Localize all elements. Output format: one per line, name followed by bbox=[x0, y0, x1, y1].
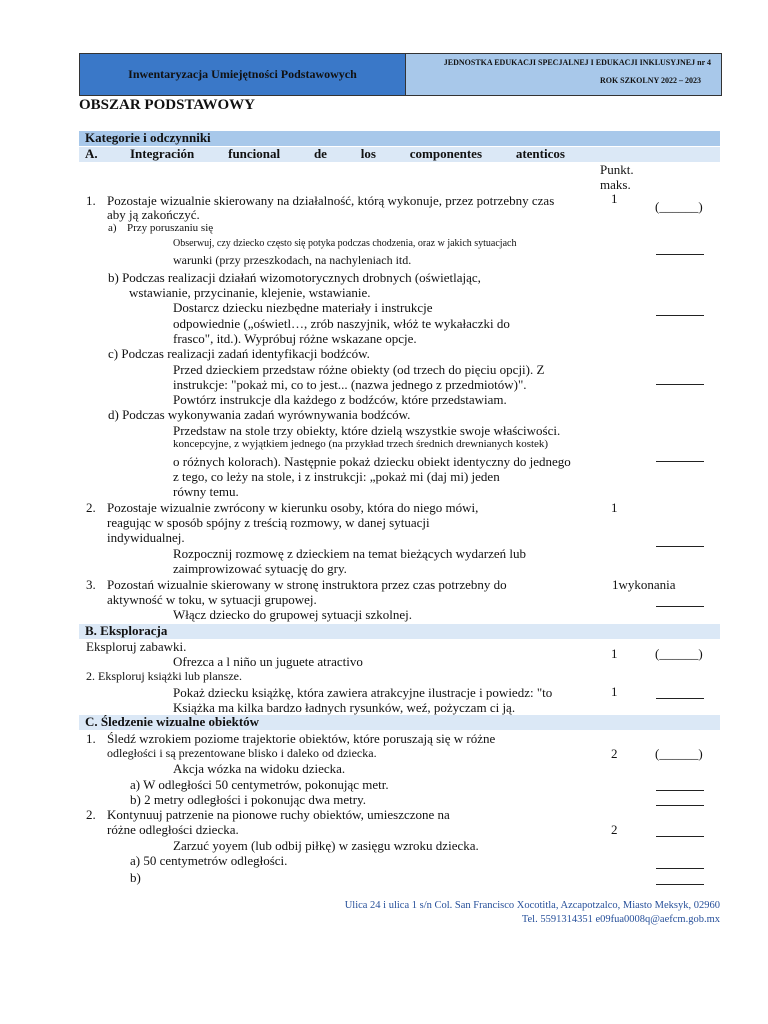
item-number: 2. bbox=[86, 500, 96, 515]
instruction-text: instrukcje: "pokaż mi, co to jest... (nazwa jednego z przedmiotów)". bbox=[173, 377, 527, 392]
item-number: 1. bbox=[86, 731, 96, 746]
item-text: indywidualnej. bbox=[107, 530, 185, 545]
instruction-text: Pokaż dziecku książkę, która zawiera atrakcyjne ilustracje i powiedz: "to bbox=[173, 685, 553, 700]
score-line[interactable] bbox=[656, 868, 704, 869]
item-text: Pozostaje wizualnie skierowany na działalność, którą wykonuje, przez potrzebny czas bbox=[107, 193, 555, 208]
instruction-text: Powtórz instrukcje dla każdego z bodźców, które przedstawiam. bbox=[173, 392, 507, 407]
instruction-text: z tego, co leży na stole, i z instrukcji: „pokaż mi (daj mi) jeden bbox=[173, 469, 500, 484]
instruction-text: Ofrezca a l niño un juguete atractivo bbox=[173, 654, 363, 669]
footer-address: Ulica 24 i ulica 1 s/n Col. San Francisco Xocotitla, Azcapotzalco, Miasto Meksyk, 02960 bbox=[344, 900, 720, 911]
instruction-text: Rozpocznij rozmowę z dzieckiem na temat bieżących wydarzeń lub bbox=[173, 546, 527, 561]
score-field[interactable]: (______) bbox=[655, 199, 703, 214]
instruction-text: koncepcyjne, z wyjątkiem jednego (na przykład trzech średnich drewnianych kostek) bbox=[173, 438, 549, 450]
document-title: Inwentaryzacja Umiejętności Podstawowych bbox=[80, 54, 406, 95]
categories-label: Kategorie i odczynniki bbox=[85, 130, 211, 145]
sub-item-text: a) W odległości 50 centymetrów, pokonując metr. bbox=[130, 777, 389, 792]
item-number: 1. bbox=[86, 193, 96, 208]
score-line[interactable] bbox=[656, 606, 704, 607]
max-points-value: 1 bbox=[611, 646, 618, 661]
instruction-text: równy temu. bbox=[173, 484, 239, 499]
item-text: reagując w sposób spójny z treścią rozmowy, w danej sytuacji bbox=[107, 515, 430, 530]
section-a-title: Integración funcional de los componentes atenticos bbox=[130, 146, 565, 161]
instruction-text: Przed dzieckiem przedstaw różne obiekty (od trzech do pięciu opcji). Z bbox=[173, 362, 545, 377]
score-line[interactable] bbox=[656, 790, 704, 791]
item-text: różne odległości dziecka. bbox=[107, 822, 239, 837]
sub-item-text: wstawianie, przycinanie, klejenie, wstawianie. bbox=[129, 285, 371, 300]
score-field[interactable]: (______) bbox=[655, 746, 703, 761]
instruction-text: warunki (przy przeszkodach, na nachyleniach itd. bbox=[173, 253, 412, 267]
instruction-text: Książka ma kilka bardzo ładnych rysunków, weź, pożyczam ci ją. bbox=[173, 700, 516, 715]
max-points-label-2: maks. bbox=[600, 177, 631, 192]
item-number: 2. bbox=[86, 807, 96, 822]
instruction-text: Dostarcz dziecku niezbędne materiały i instrukcje bbox=[173, 300, 433, 315]
instruction-text: zaimprowizować sytuację do gry. bbox=[173, 561, 347, 576]
institution-name: JEDNOSTKA EDUKACJI SPECJALNEJ I EDUKACJI INKLUSYJNEJ nr 4 bbox=[443, 58, 711, 67]
instruction-text: Akcja wózka na widoku dziecka. bbox=[173, 761, 346, 776]
section-b-band bbox=[79, 624, 720, 639]
institution-box bbox=[406, 54, 721, 95]
instruction-text: frasco", itd.). Wypróbuj różne wskazane opcje. bbox=[173, 331, 417, 346]
sub-item-text: b) 2 metry odległości i pokonując dwa metry. bbox=[130, 792, 366, 807]
footer-contact: Tel. 5591314351 e09fua0008q@aefcm.gob.mx bbox=[521, 914, 720, 925]
document-header bbox=[79, 53, 722, 96]
sub-item-label: a) bbox=[108, 222, 117, 234]
instruction-text: Przedstaw na stole trzy obiekty, które dzielą wszystkie swoje właściwości. bbox=[173, 423, 561, 438]
score-line[interactable] bbox=[656, 315, 704, 316]
area-title: OBSZAR PODSTAWOWY bbox=[79, 97, 256, 113]
item-text: Eksploruj zabawki. bbox=[86, 639, 187, 654]
item-text: Pozostań wizualnie skierowany w stronę instruktora przez czas potrzebny do bbox=[107, 577, 507, 592]
score-line[interactable] bbox=[656, 384, 704, 385]
score-line[interactable] bbox=[656, 254, 704, 255]
score-line[interactable] bbox=[656, 884, 704, 885]
score-line[interactable] bbox=[656, 461, 704, 462]
item-text: Śledź wzrokiem poziome trajektorie obiektów, które poruszają się w różne bbox=[107, 731, 496, 746]
item-text: 2. Eksploruj książki lub plansze. bbox=[86, 669, 242, 683]
max-points-value: 2 bbox=[611, 822, 618, 837]
max-points-value: 1 bbox=[611, 500, 618, 515]
instruction-text: o różnych kolorach). Następnie pokaż dziecku obiekt identyczny do jednego bbox=[173, 454, 571, 469]
item-text: Kontynuuj patrzenie na pionowe ruchy obiektów, umieszczone na bbox=[107, 807, 450, 822]
instruction-text: Obserwuj, czy dziecko często się potyka podczas chodzenia, oraz w jakich sytuacjach bbox=[173, 238, 517, 249]
sub-item-text: b) bbox=[130, 870, 141, 885]
score-field[interactable]: (______) bbox=[655, 646, 703, 661]
sub-item-text: c) Podczas realizacji zadań identyfikacji bodźców. bbox=[108, 346, 370, 361]
section-c-title: C. Śledzenie wizualne obiektów bbox=[85, 714, 260, 729]
score-line[interactable] bbox=[656, 546, 704, 547]
instruction-text: Zarzuć yoyem (lub odbij piłkę) w zasięgu wzroku dziecka. bbox=[173, 838, 479, 853]
item-text: odległości i są prezentowane blisko i daleko od dziecka. bbox=[107, 746, 377, 760]
max-points-value: 1 bbox=[611, 191, 618, 206]
item-text-tail: 1wykonania bbox=[612, 577, 676, 592]
score-line[interactable] bbox=[656, 805, 704, 806]
score-line[interactable] bbox=[656, 698, 704, 699]
section-b-title: B. Eksploracja bbox=[85, 623, 168, 638]
sub-item-text: a) 50 centymetrów odległości. bbox=[130, 853, 288, 868]
sub-item-text: Przy poruszaniu się bbox=[127, 222, 214, 234]
school-year: ROK SZKOLNY 2022 – 2023 bbox=[599, 76, 701, 85]
item-text: aby ją zakończyć. bbox=[107, 207, 200, 222]
max-points-value: 2 bbox=[611, 746, 618, 761]
sub-item-text: d) Podczas wykonywania zadań wyrównywania bodźców. bbox=[108, 407, 411, 422]
item-text: aktywność w toku, w sytuacji grupowej. bbox=[107, 592, 317, 607]
section-a-letter: A. bbox=[85, 146, 98, 161]
instruction-text: Włącz dziecko do grupowej sytuacji szkolnej. bbox=[173, 607, 412, 622]
item-number: 3. bbox=[86, 577, 96, 592]
item-text: Pozostaje wizualnie zwrócony w kierunku osoby, która do niego mówi, bbox=[107, 500, 479, 515]
max-points-label-1: Punkt. bbox=[600, 162, 634, 177]
max-points-value: 1 bbox=[611, 684, 618, 699]
sub-item-text: b) Podczas realizacji działań wizomotorycznych drobnych (oświetlając, bbox=[108, 270, 481, 285]
score-line[interactable] bbox=[656, 836, 704, 837]
instruction-text: odpowiednie („oświetl…, zrób naszyjnik, włóż te wykałaczki do bbox=[173, 316, 510, 331]
